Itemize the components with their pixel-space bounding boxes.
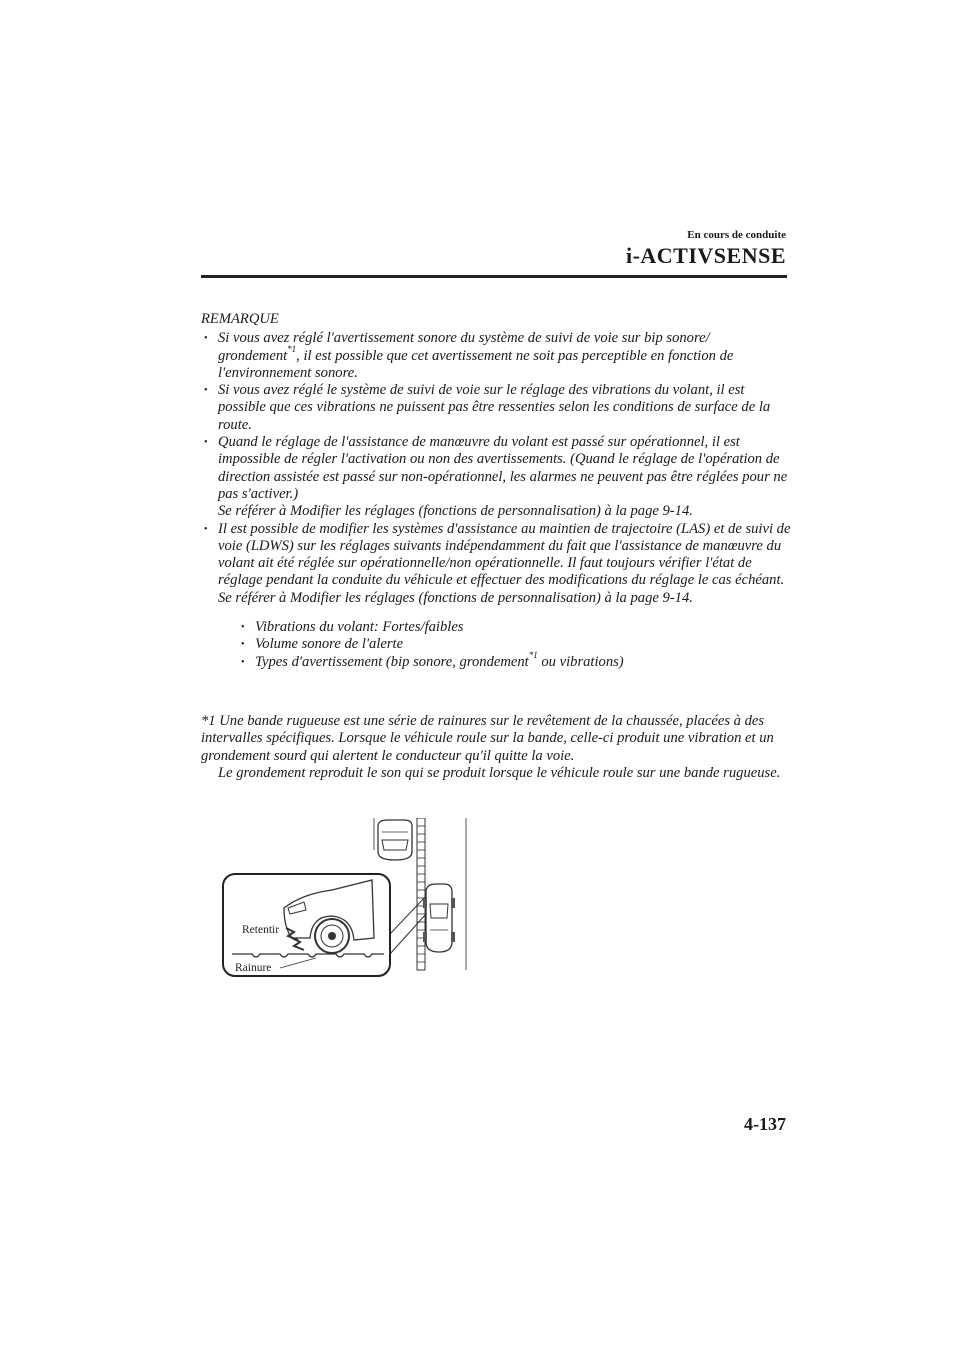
note-text: Si vous avez réglé le système de suivi de voie sur le réglage des vibrations du volant, il est possible que ces vibrations ne puissent pas être ressenties selon les conditions de surface de la route. xyxy=(218,382,771,433)
note-text: • Il est possible de modifier les systèmes d'assistance au maintien de trajectoire (LAS) et de suivi de voie (LDWS) sur les réglages suivants indépendamment du fait que l'assistance de manœuvre du volant ait été réglée sur opérationnelle/non opérationnelle. Il faut toujours vérifier l'état de réglage pendant la conduite du véhicule et effectuer des modifications du réglage le cas échéant. xyxy=(218,520,791,589)
page-number: 4-137 xyxy=(744,1114,786,1134)
footnote-ref: *1 xyxy=(528,649,538,660)
rumble-strip xyxy=(417,818,425,970)
note-heading: REMARQUE xyxy=(201,311,279,327)
note-bullet xyxy=(201,382,791,434)
note-text: , il est possible que cet avertissement ne soit pas perceptible en fonction de l'environnement sonore. xyxy=(218,347,734,381)
car-on-strip-topview xyxy=(423,884,455,952)
sub-bullet-text: Types d'avertissement (bip sonore, grondement xyxy=(255,653,529,670)
footnote-ref: *1 xyxy=(287,343,297,354)
figure-label-groove: Rainure xyxy=(235,962,272,974)
section-subtitle: En cours de conduite xyxy=(687,229,786,241)
footnote xyxy=(201,713,791,782)
note-bullet xyxy=(201,330,791,382)
footnote-text-2: Le grondement reproduit le son qui se produit lorsque le véhicule roule sur une bande rugueuse. xyxy=(218,764,781,781)
settings-sub-list xyxy=(218,619,791,671)
note-bullet-list xyxy=(201,330,791,671)
sub-bullet-text: ou vibrations) xyxy=(537,653,624,670)
page-reference: Se référer à Modifier les réglages (fonctions de personnalisation) à la page 9-14. xyxy=(218,503,693,520)
rumble-strip-illustration xyxy=(222,818,472,978)
sub-bullet xyxy=(238,636,791,653)
sub-bullet-text: Vibrations du volant: Fortes/faibles xyxy=(255,619,464,636)
sub-bullet-text: Volume sonore de l'alerte xyxy=(255,636,404,653)
note-text: • Quand le réglage de l'assistance de manœuvre du volant est passé sur opérationnel, il est impossible de régler l'activation ou non des avertissements. (Quand le réglage de l'opération de direction assistée est passé sur non-opérationnel, les alarmes ne peuvent pas être réglées pour ne pas s'activer.) xyxy=(218,434,788,502)
footnote-text: Une bande rugueuse est une série de rainures sur le revêtement de la chaussée, placées à des intervalles spécifiques. Lorsque le véhicule roule sur la bande, celle-ci produit une vibration et un grondement sourd qui alertent le conducteur qu'il quitte la voie. xyxy=(201,713,774,764)
car-ahead-topview xyxy=(378,820,412,860)
sub-bullet xyxy=(238,619,791,636)
illustration-svg xyxy=(222,818,472,978)
note-bullet xyxy=(201,521,791,671)
page-reference: Se référer à Modifier les réglages (fonctions de personnalisation) à la page 9-14. xyxy=(218,589,693,606)
footnote-marker: *1 xyxy=(201,713,216,729)
note-block xyxy=(201,311,791,671)
section-title: i-ACTIVSENSE xyxy=(625,243,786,268)
note-bullet xyxy=(201,434,791,520)
figure-label-sound: Retentir xyxy=(242,924,280,936)
sub-bullet xyxy=(238,649,791,671)
note-text: Si vous avez réglé l'avertissement sonore du système de suivi de voie sur bip sonore/ grondement xyxy=(218,330,710,364)
header-divider xyxy=(201,275,787,278)
